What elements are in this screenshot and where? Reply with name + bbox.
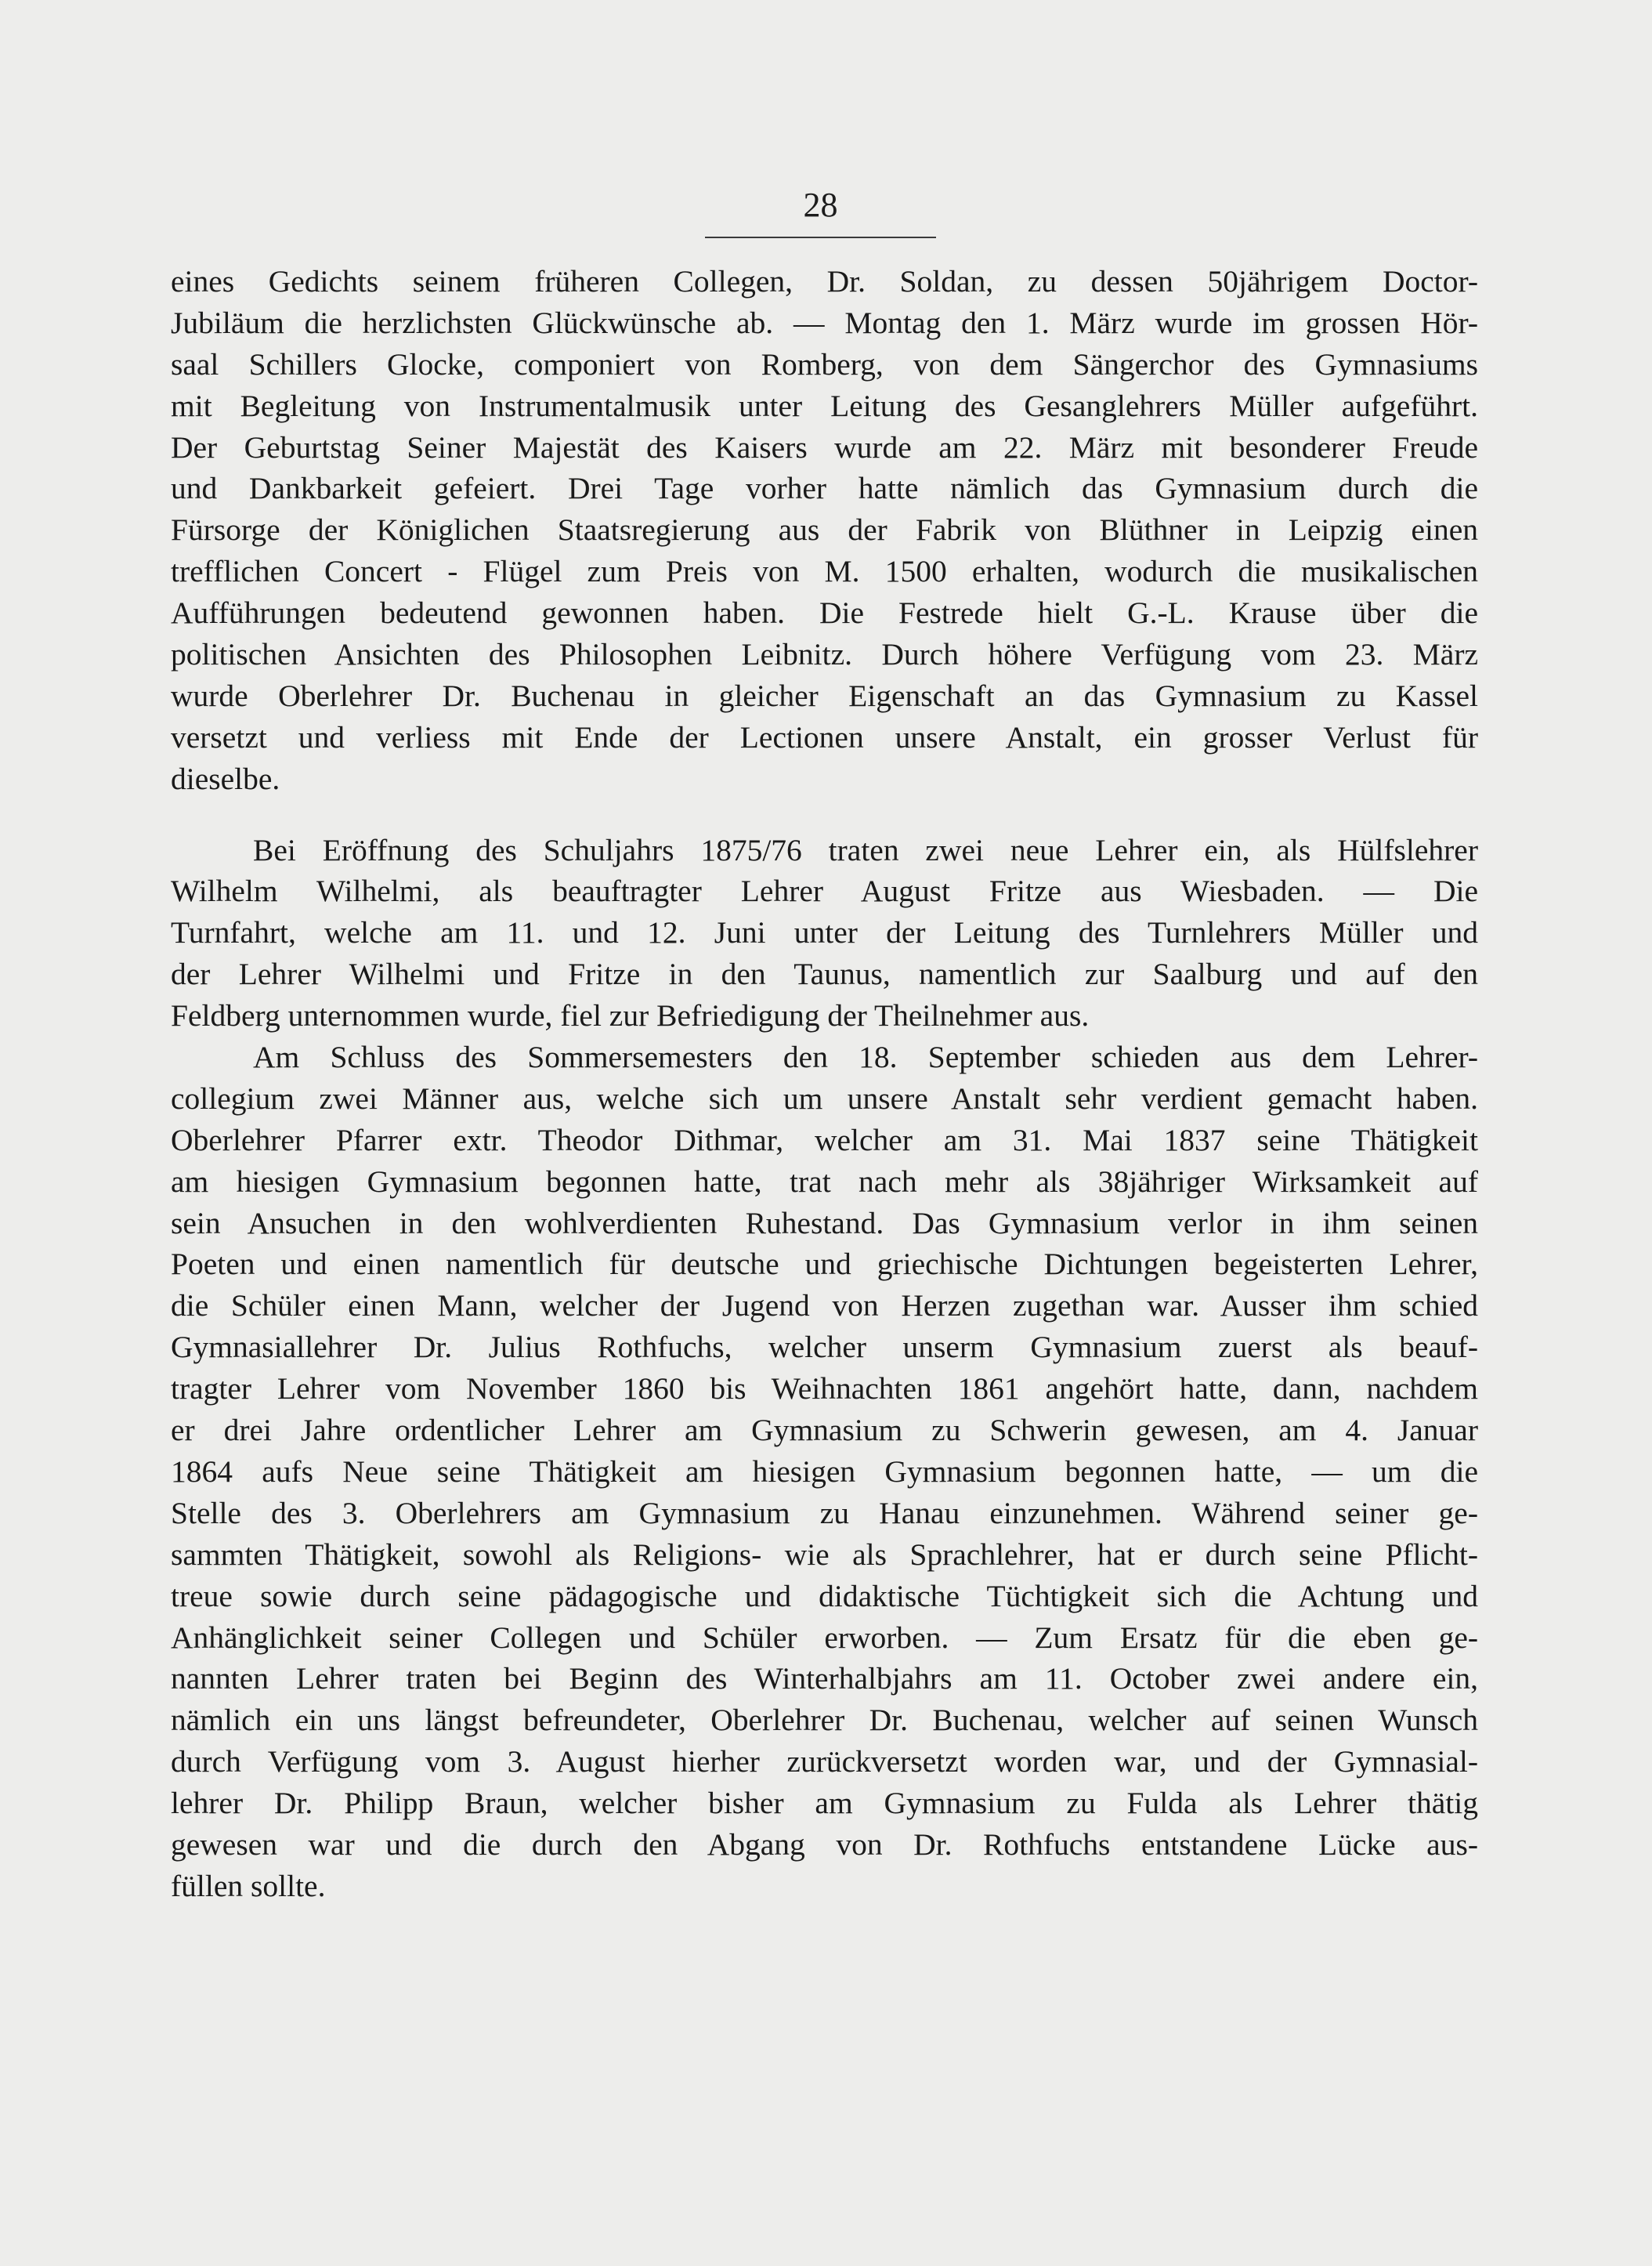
header-rule (705, 237, 936, 238)
page-number: 28 (803, 186, 838, 224)
text-line: lehrer Dr. Philipp Braun, welcher bisher am Gymnasium zu Fulda als Lehrer thätig (171, 1786, 1478, 1821)
paragraph-gap (171, 800, 1478, 830)
text-line: er drei Jahre ordentlicher Lehrer am Gymnasium zu Schwerin gewesen, am 4. Januar (171, 1413, 1478, 1448)
text-line: nämlich ein uns längst befreundeter, Oberlehrer Dr. Buchenau, welcher auf seinen Wunsch (171, 1703, 1478, 1738)
text-line: gewesen war und die durch den Abgang von Dr. Rothfuchs entstandene Lücke aus- (171, 1826, 1478, 1862)
paragraph (171, 1037, 1478, 1907)
text-line: sammten Thätigkeit, sowohl als Religions- wie als Sprachlehrer, hat er durch seine Pflicht- (171, 1537, 1478, 1572)
text-line: saal Schillers Glocke, componiert von Romberg, von dem Sängerchor des Gymnasiums (171, 346, 1478, 382)
text-line: am hiesigen Gymnasium begonnen hatte, trat nach mehr als 38jähriger Wirksamkeit auf (171, 1164, 1478, 1199)
text-line: 1864 aufs Neue seine Thätigkeit am hiesigen Gymnasium begonnen hatte, — um die (171, 1453, 1478, 1489)
text-line: collegium zwei Männer aus, welche sich um unsere Anstalt sehr verdient gemacht haben. (171, 1081, 1478, 1116)
text-line: Wilhelm Wilhelmi, als beauftragter Lehrer August Fritze aus Wiesbaden. — Die (171, 874, 1478, 909)
text-line: Feldberg unternommen wurde, fiel zur Befriedigung der Theilnehmer aus. (171, 998, 1090, 1033)
text-line: tragter Lehrer vom November 1860 bis Weihnachten 1861 angehört hatte, dann, nachdem (171, 1371, 1478, 1406)
text-line: und Dankbarkeit gefeiert. Drei Tage vorher hatte nämlich das Gymnasium durch die (171, 471, 1478, 506)
text-line: Poeten und einen namentlich für deutsche und griechische Dichtungen begeisterten Lehrer, (171, 1247, 1478, 1282)
text-line: treue sowie durch seine pädagogische und didaktische Tüchtigkeit sich die Achtung und (171, 1578, 1478, 1613)
text-line: mit Begleitung von Instrumentalmusik unter Leitung des Gesanglehrers Müller aufgeführt. (171, 388, 1478, 423)
text-line: Gymnasiallehrer Dr. Julius Rothfuchs, welcher unserm Gymnasium zuerst als beauf- (171, 1330, 1478, 1365)
text-line: versetzt und verliess mit Ende der Lectionen unsere Anstalt, ein grosser Verlust für (171, 719, 1478, 755)
text-line: Am Schluss des Sommersemesters den 18. September schieden aus dem Lehrer- (253, 1040, 1478, 1075)
text-line: Aufführungen bedeutend gewonnen haben. Die Festrede hielt G.-L. Krause über die (171, 595, 1478, 631)
body-text (171, 261, 1478, 1907)
text-line: eines Gedichts seinem früheren Collegen, Dr. Soldan, zu dessen 50jährigem Doctor- (171, 264, 1478, 299)
text-line: durch Verfügung vom 3. August hierher zurückversetzt worden war, und der Gymnasial- (171, 1744, 1478, 1779)
text-line: nannten Lehrer traten bei Beginn des Winterhalbjahrs am 11. October zwei andere ein, (171, 1661, 1478, 1696)
text-line: Oberlehrer Pfarrer extr. Theodor Dithmar, welcher am 31. Mai 1837 seine Thätigkeit (171, 1122, 1478, 1157)
text-line: Fürsorge der Königlichen Staatsregierung aus der Fabrik von Blüthner in Leipzig einen (171, 512, 1478, 548)
text-line: Bei Eröffnung des Schuljahrs 1875/76 traten zwei neue Lehrer ein, als Hülfslehrer (253, 832, 1478, 867)
text-line: Stelle des 3. Oberlehrers am Gymnasium zu Hanau einzunehmen. Während seiner ge- (171, 1495, 1478, 1530)
text-line: Jubiläum die herzlichsten Glückwünsche ab. — Montag den 1. März wurde im grossen Hör- (171, 305, 1478, 340)
text-line: füllen sollte. (171, 1868, 326, 1903)
text-line: Turnfahrt, welche am 11. und 12. Juni unter der Leitung des Turnlehrers Müller und (171, 915, 1478, 950)
text-line: politischen Ansichten des Philosophen Leibnitz. Durch höhere Verfügung vom 23. März (171, 637, 1478, 672)
text-line: die Schüler einen Mann, welcher der Jugend von Herzen zugethan war. Ausser ihm schied (171, 1288, 1478, 1323)
text-line: Der Geburtstag Seiner Majestät des Kaisers wurde am 22. März mit besonderer Freude (171, 429, 1478, 465)
paragraph (171, 261, 1478, 800)
text-line: wurde Oberlehrer Dr. Buchenau in gleicher Eigenschaft an das Gymnasium zu Kassel (171, 678, 1478, 713)
text-line: Anhänglichkeit seiner Collegen und Schüler erworben. — Zum Ersatz für die eben ge- (171, 1620, 1478, 1655)
text-line: dieselbe. (171, 761, 280, 796)
paragraph (171, 830, 1478, 1037)
text-line: sein Ansuchen in den wohlverdienten Ruhestand. Das Gymnasium verlor in ihm seinen (171, 1205, 1478, 1240)
text-line: der Lehrer Wilhelmi und Fritze in den Taunus, namentlich zur Saalburg und auf den (171, 957, 1478, 992)
text-line: trefflichen Concert - Flügel zum Preis von M. 1500 erhalten, wodurch die musikalischen (171, 554, 1478, 589)
